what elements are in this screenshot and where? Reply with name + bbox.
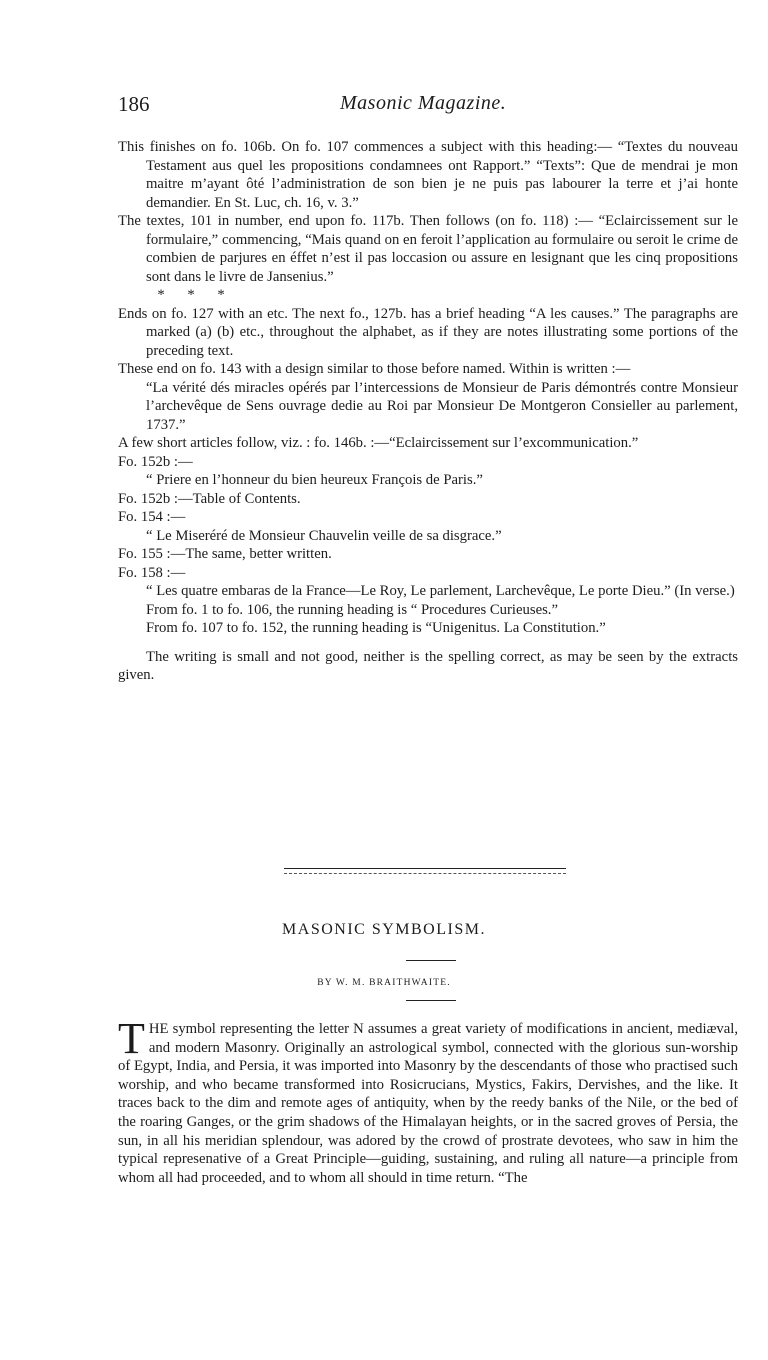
page-number: 186 — [118, 92, 150, 116]
drop-cap: T — [118, 1014, 145, 1063]
quote-priere: “ Priere en l’honneur du bien heureux François de Paris.” — [146, 472, 483, 488]
star: * — [187, 287, 195, 303]
page-header — [118, 92, 738, 118]
paragraph-fo-106b: This finishes on fo. 106b. On fo. 107 commences a subject with this heading:— “Textes du nouveau Testament aus quel les propositions condamnees ont Rapport.” “Texts”: Que de mendrai je mon maitre m’ayant ôté l’administration de son bien je ne puis pas labourer la terre et j’ai honte demandier. En St. Luc, ch. 16, v. 3.” — [118, 139, 738, 211]
running-title: Masonic Magazine. — [340, 92, 507, 114]
folio-158: Fo. 158 :— — [118, 564, 186, 581]
article-text: HE symbol representing the letter N assumes a great variety of modifications in ancient, mediæval, and modern Masonry. Originally an astrological symbol, connected with the glorious sun-worship of Egypt, India, and Persia, it was imported into Masonry by the descendants of those who practised such worship, and who became transformed into Rosicrucians, Mystics, Fakirs, Dervishes, and the like. It traces back to the dim and remote ages of antiquity, when by the reedy banks of the Nile, or the bed of the roaring Ganges, or the grim shadows of the Himalayan heights, or in the sacred groves of Persia, the sun, in all his meridian splendour, was adored by the crowd of prostrate devotees, who saw in him the typical represenative of a Great Principle—guiding, sustaining, and ruling all nature—a principle from whom all had proceeded, and to whom all should in time return. “The — [118, 1021, 738, 1186]
article-body — [118, 1014, 738, 1187]
quote-quatre-embaras: “ Les quatre embaras de la France—Le Roy, Le parlement, Larchevêque, Le porte Dieu.” (In verse.) — [146, 583, 735, 599]
paragraph-fo-143: These end on fo. 143 with a design similar to those before named. Within is written :— — [118, 361, 631, 377]
author-byline: BY W. M. BRAITHWAITE. — [317, 978, 451, 988]
star: * — [157, 287, 165, 303]
quote-miserere: “ Le Miseréré de Monsieur Chauvelin veille de sa disgrace.” — [146, 527, 502, 544]
folio-154: Fo. 154 :— — [118, 509, 186, 525]
running-heading-note-1: From fo. 1 to fo. 106, the running heading is “ Procedures Curieuses.” — [146, 601, 558, 618]
folio-155: Fo. 155 :—The same, better written. — [118, 546, 332, 562]
byline-rule — [406, 1000, 456, 1001]
paragraph-short-articles: A few short articles follow, viz. : fo. 146b. :—“Eclaircissement sur l’excommunication.” — [118, 435, 639, 451]
paragraph-textes: The textes, 101 in number, end upon fo. 117b. Then follows (on fo. 118) :— “Eclaircissement sur le formulaire,” commencing, “Mais quand on en feroit l’application au formulaire ou seroit le crime de combien de parjures en éffet n’est il pas loccasion ou assure en lesignant que les cinq propositions sont dans le livre de Jansenius.” — [118, 213, 738, 285]
folio-152b: Fo. 152b :— — [118, 453, 193, 470]
star: * — [217, 287, 225, 303]
running-heading-note-2: From fo. 107 to fo. 152, the running heading is “Unigenitus. La Constitution.” — [146, 620, 606, 636]
ellipsis-stars — [118, 286, 738, 305]
section-title: MASONIC SYMBOLISM. — [282, 921, 486, 938]
manuscript-description — [118, 138, 738, 685]
closing-remark: The writing is small and not good, neither is the spelling correct, as may be seen by the extracts given. — [118, 648, 738, 683]
folio-152b-contents: Fo. 152b :—Table of Contents. — [118, 490, 301, 507]
paragraph-fo-127: Ends on fo. 127 with an etc. The next fo., 127b. has a brief heading “A les causes.” The paragraphs are marked (a) (b) etc., throughout the alphabet, as if they are notes illustrating some portions of the preceding text. — [118, 305, 738, 359]
quote-la-verite: “La vérité dés miracles opérés par l’intercessions de Monsieur de Paris démontrés contre Monsieur l’archevêque de Sens ouvrage dedie au Roi par Monsieur De Montgeron Consieller au parlement, 1737.” — [146, 379, 738, 433]
title-rule — [406, 960, 456, 961]
section-divider — [284, 868, 566, 874]
